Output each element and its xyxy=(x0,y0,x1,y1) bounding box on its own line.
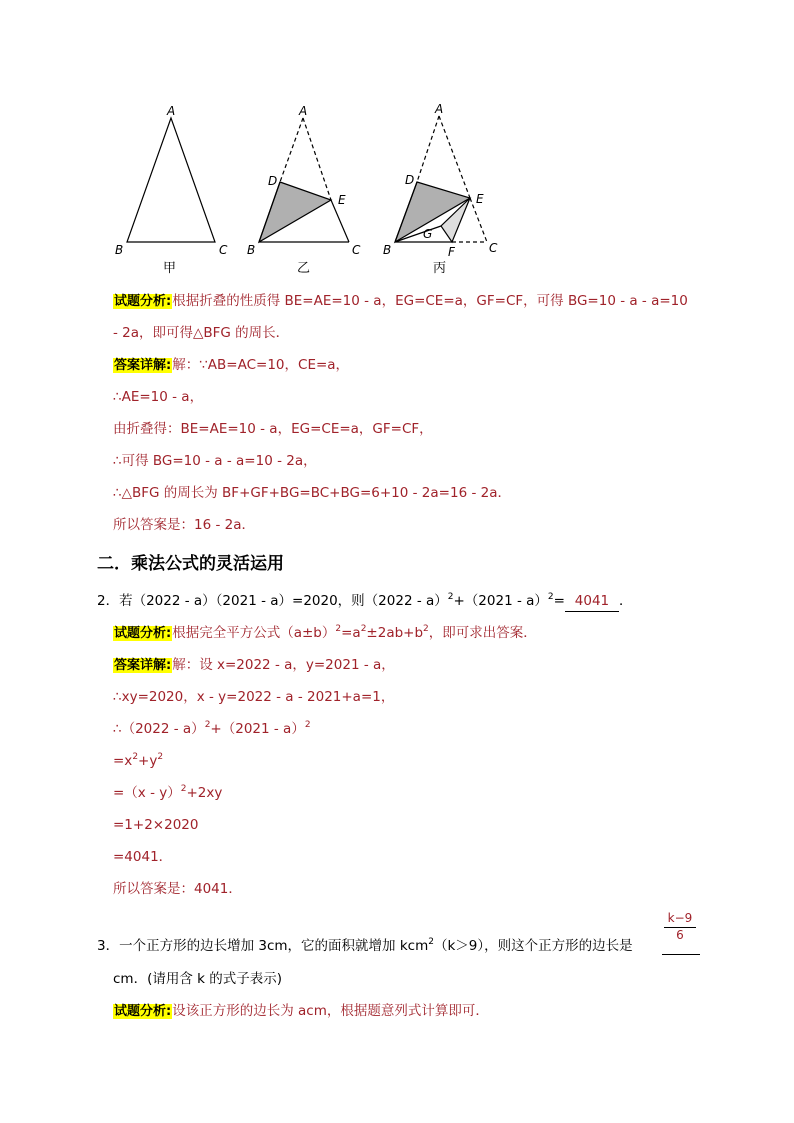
triangle-bing xyxy=(383,102,498,276)
triangle-yi xyxy=(247,104,361,276)
label-g-bing: G xyxy=(423,227,433,241)
label-b-yi: B xyxy=(247,243,256,257)
q1-line5: ∴△BFG 的周长为 BF+GF+BG=BC+BG=6+10 - 2a=16 - 2a． xyxy=(113,485,511,501)
label-e-bing: E xyxy=(476,192,484,206)
q2-line3: ∴（2022 - a）$^2$+（2021 - a）$^2$ xyxy=(113,720,311,737)
label-d-yi: D xyxy=(268,174,278,188)
q1-answer-tag: 答案详解: xyxy=(114,358,172,373)
q3-analysis: 试题分析:设该正方形的边长为 acm，根据题意列式计算即可． xyxy=(114,1003,489,1019)
label-a-bing: A xyxy=(435,102,444,116)
q2-line2: ∴xy=2020，x - y=2022 - a - 2021+a=1， xyxy=(113,689,395,705)
q3-answer-fraction xyxy=(660,910,700,942)
q2-stem: 2．若（2022 - a）（2021 - a）=2020，则（2022 - a）$^2$+（2021 - a）$^2$= 4041 ． xyxy=(97,591,632,612)
caption-yi: 乙 xyxy=(297,261,311,276)
q1-line2: ∴AE=10 - a， xyxy=(113,389,204,405)
q3-frac-numerator: k−9 xyxy=(667,911,693,925)
q2-line7: =4041． xyxy=(113,849,173,865)
label-b-jia: B xyxy=(115,243,124,257)
q2-answer-blank: 4041 xyxy=(565,591,619,612)
q2-line6: =1+2×2020 xyxy=(113,817,199,833)
q2-line8: 所以答案是：4041． xyxy=(113,881,242,897)
q1-analysis-line2: - 2a，即可得△BFG 的周长． xyxy=(113,325,290,341)
q2-analysis: 试题分析:根据完全平方公式$(a\pm b)^2=a^2\pm 2ab+b^2$，即可求出答案． xyxy=(114,624,537,641)
label-c-bing: C xyxy=(489,241,498,255)
label-a-jia: A xyxy=(167,104,176,118)
q1-answer-line1: 答案详解:解：∵AB=AC=10，CE=a， xyxy=(114,357,350,373)
q3-answer-underline xyxy=(662,954,700,955)
label-e-yi: E xyxy=(338,193,346,207)
q2-line5: =（x - y）$^2$+2xy xyxy=(113,784,223,801)
label-d-bing: D xyxy=(405,173,415,187)
label-c-jia: C xyxy=(219,243,228,257)
q3-analysis-tag: 试题分析: xyxy=(114,1004,172,1019)
q1-analysis-tag: 试题分析: xyxy=(114,294,172,309)
triangle-jia xyxy=(115,104,228,276)
q2-analysis-tag: 试题分析: xyxy=(114,626,172,641)
label-a-yi: A xyxy=(299,104,308,118)
q3-stem-line2: cm．(请用含 k 的式子表示) xyxy=(113,971,283,987)
q2-answer-line1: 答案详解:解：设 x=2022 - a，y=2021 - a， xyxy=(114,657,395,673)
q3-stem: 3．一个正方形的边长增加 3cm，它的面积就增加 kcm$^2$（k＞9），则这个正方形的边长是 xyxy=(97,937,633,954)
section-heading: 二．乘法公式的灵活运用 xyxy=(97,554,284,574)
q1-line3: 由折叠得：BE=AE=10 - a，EG=CE=a，GF=CF， xyxy=(113,421,433,437)
q3-frac-denominator: 6 xyxy=(676,928,684,942)
q2-line4: $=x^2+y^2$ xyxy=(113,752,164,769)
label-c-yi: C xyxy=(352,243,361,257)
label-f-bing: F xyxy=(448,245,455,259)
label-b-bing: B xyxy=(383,243,392,257)
q1-line6: 所以答案是：16 - 2a． xyxy=(113,517,255,533)
caption-jia: 甲 xyxy=(163,261,177,276)
triangle-figures xyxy=(105,100,515,280)
caption-bing: 丙 xyxy=(433,261,447,276)
q1-line4: ∴可得 BG=10 - a - a=10 - 2a， xyxy=(113,453,317,469)
q1-analysis-line1: 试题分析:根据折叠的性质得 BE=AE=10 - a，EG=CE=a，GF=CF，可得 BG=10 - a - a=10 xyxy=(114,293,688,309)
q2-answer-tag: 答案详解: xyxy=(114,658,172,673)
